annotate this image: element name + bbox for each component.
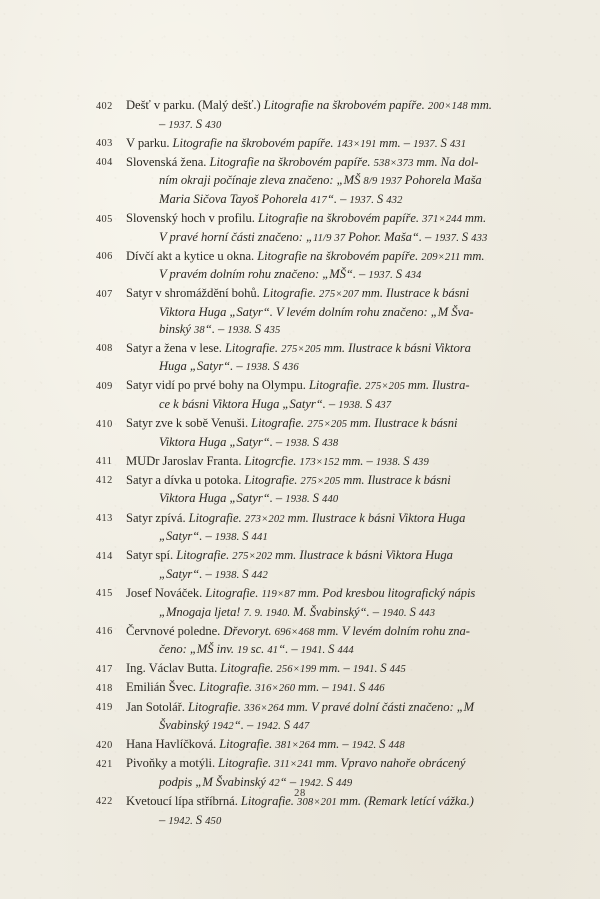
text-run-ital: S	[312, 491, 323, 506]
text-run-num: 275×205	[365, 381, 408, 393]
text-run-ital: “. –	[233, 718, 257, 733]
entry-line	[126, 210, 520, 229]
text-run-num: 200×148	[427, 101, 471, 112]
catalogue-entry	[96, 154, 520, 210]
text-run-ital: mm. –	[297, 680, 332, 695]
text-run-ital: mm. Ilustra‐	[407, 378, 470, 393]
text-run-ital: mm. Ilustrace k básni Viktora	[323, 340, 471, 355]
text-run-ital: “ –	[279, 774, 300, 789]
entry-number: 404	[96, 157, 113, 169]
text-run-num: 316×260	[255, 683, 298, 695]
text-run-num: 1938.	[285, 494, 313, 506]
text-run-ital: S	[380, 661, 390, 676]
text-run-num: 430	[205, 119, 222, 131]
catalogue-entry	[96, 135, 520, 154]
text-run-num: 417	[310, 194, 327, 206]
text-run-ital: Litografie.	[244, 472, 301, 487]
entry-text	[126, 97, 520, 134]
entry-line	[126, 623, 520, 642]
text-run-num: 439	[412, 456, 429, 468]
text-run-rom: Satyr zpívá.	[126, 510, 189, 525]
text-run-num: 19	[237, 645, 251, 657]
entry-line	[126, 304, 520, 321]
text-run-rom: Kvetoucí lípa stříbrná.	[126, 793, 241, 808]
entry-text	[126, 660, 520, 679]
entry-number: 422	[96, 796, 113, 808]
entry-line	[126, 699, 520, 718]
text-run-num: 1938.	[375, 456, 404, 468]
text-run-num: 275×202	[232, 551, 276, 563]
catalogue-entry	[96, 736, 520, 755]
text-run-num: 8/9 1937	[363, 176, 405, 188]
entry-line	[126, 679, 520, 698]
entry-text	[126, 453, 520, 472]
entry-number: 405	[96, 213, 113, 225]
entry-number: 421	[96, 758, 113, 770]
entry-text	[126, 340, 520, 377]
text-run-num: 1940.	[382, 607, 410, 619]
page-number: 28	[294, 788, 306, 799]
entry-text	[126, 510, 520, 547]
text-run-rom: Slovenský hoch v profilu.	[126, 211, 258, 226]
entry-number: 414	[96, 550, 113, 562]
entry-text	[126, 154, 520, 210]
text-run-ital: mm. Ilustrace k básni	[343, 472, 451, 487]
text-run-num: 450	[205, 815, 222, 827]
text-run-ital: S	[195, 116, 206, 131]
text-run-num: 1942.	[351, 740, 380, 752]
text-run-num: 38	[193, 324, 205, 336]
text-run-ital: mm. (Remark letící vážka.)	[339, 793, 474, 808]
text-run-ital: Litografie.	[308, 378, 366, 393]
text-run-num: 1937.	[368, 270, 396, 282]
entry-line	[126, 377, 520, 396]
text-run-ital: Litografie na škrobovém papíře.	[257, 211, 423, 226]
text-run-num: 275×205	[300, 475, 344, 487]
text-run-num: 443	[418, 607, 436, 619]
entry-line	[126, 528, 520, 547]
text-run-rom: Jan Sotolář.	[126, 699, 188, 714]
text-run-num: 448	[388, 740, 405, 752]
text-run-ital: mm. Ilustrace k básni	[361, 286, 470, 301]
text-run-ital: Litografie.	[199, 680, 256, 695]
entry-number: 406	[96, 251, 113, 263]
text-run-num: 441	[251, 532, 268, 544]
text-run-num: 209×211	[421, 251, 464, 263]
entry-line	[126, 736, 520, 755]
text-run-ital: Litografie.	[240, 793, 298, 808]
text-run-num: 435	[264, 324, 281, 336]
text-run-ital: mm.	[470, 98, 492, 112]
text-run-ital: “. –	[204, 321, 228, 336]
text-run-num: 1937.	[168, 119, 196, 131]
text-run-ital: M. Švabinský“. –	[293, 604, 383, 619]
text-run-ital: S	[403, 453, 413, 468]
entry-line	[126, 321, 520, 340]
text-run-num: 696×468	[274, 626, 318, 638]
text-run-ital: S	[326, 774, 336, 789]
text-run-num: 438	[322, 437, 339, 449]
catalogue-entry	[96, 285, 520, 339]
text-run-ital: mm. Pod kresbou litografický nápis	[297, 585, 476, 600]
text-run-ital: –	[159, 812, 169, 827]
entry-text	[126, 623, 520, 660]
entry-text	[126, 699, 520, 736]
text-run-num: 273×202	[244, 513, 288, 525]
text-run-ital: čeno: „MŠ inv.	[159, 642, 238, 657]
catalogue-entry	[96, 679, 520, 698]
entry-text	[126, 755, 520, 792]
text-run-num: 1938.	[245, 362, 274, 374]
entry-text	[126, 585, 520, 622]
text-run-ital: “. –	[278, 642, 301, 657]
text-run-ital: S	[328, 642, 338, 657]
catalogue-entry	[96, 660, 520, 679]
entry-number: 411	[96, 456, 113, 468]
catalogue-entry	[96, 248, 520, 285]
text-run-rom: Emilián Švec.	[126, 680, 200, 695]
entry-line	[126, 472, 520, 491]
entry-line	[126, 358, 520, 377]
text-run-ital: S	[312, 434, 323, 449]
entry-text	[126, 285, 520, 339]
entry-text	[126, 248, 520, 285]
text-run-ital: mm. –	[379, 135, 414, 150]
entry-text	[126, 377, 520, 414]
text-run-num: 275×207	[318, 289, 362, 301]
text-run-num: 1942.	[168, 815, 196, 827]
text-run-num: 538×373	[373, 157, 417, 169]
text-run-num: 41	[267, 645, 279, 657]
text-run-num: 1942.	[256, 721, 284, 733]
entry-line	[126, 490, 520, 509]
entry-text	[126, 679, 520, 698]
entry-number: 407	[96, 288, 113, 300]
text-run-ital: Litografie na škrobovém papíře.	[209, 154, 374, 169]
text-run-num: 311×241	[274, 759, 317, 771]
text-run-ital: mm. Ilustrace k básni Viktora Huga	[287, 510, 466, 525]
text-run-ital: Pohor. Maša“. –	[348, 229, 435, 244]
catalogue-entry	[96, 97, 520, 134]
text-run-num: 1941.	[352, 664, 381, 676]
text-run-ital: Litogrcfie.	[244, 453, 300, 468]
text-run-ital: mm. Ilustrace k básni	[350, 416, 458, 431]
text-run-ital: S	[461, 229, 472, 244]
text-run-num: 1942.	[299, 777, 327, 789]
text-run-num: 1937.	[413, 138, 441, 150]
catalogue-entry	[96, 377, 520, 414]
text-run-ital: S	[379, 737, 389, 752]
text-run-num: 445	[389, 664, 406, 676]
text-run-ital: Litografie.	[205, 585, 262, 600]
text-run-rom: Satyr zve k sobě Venuši.	[126, 416, 252, 431]
text-run-num: 275×205	[307, 419, 351, 431]
text-run-ital: podpis „M Švabinský	[159, 774, 269, 789]
entry-line	[126, 396, 520, 415]
text-run-ital: „Mnogaja ljeta!	[159, 604, 244, 619]
text-run-num: 119×87	[261, 588, 298, 600]
text-run-num: 444	[337, 645, 354, 657]
text-run-num: 1938.	[214, 532, 243, 544]
text-run-ital: „Satyr“. –	[159, 566, 215, 581]
text-run-ital: Litografie.	[176, 548, 233, 563]
text-run-num: 173×152	[299, 456, 343, 468]
entry-line	[126, 172, 520, 191]
text-run-ital: S	[409, 604, 419, 619]
text-run-rom: Dešť v parku. (Malý dešť.)	[126, 98, 264, 112]
text-run-ital: ce k básni Viktora Huga „Satyr“. –	[159, 397, 339, 411]
text-run-num: 434	[405, 270, 422, 282]
text-run-ital: Maria Sičova Tayoš Pohorela	[159, 191, 311, 206]
entry-number: 408	[96, 343, 113, 355]
text-run-ital: mm. –	[319, 661, 353, 676]
text-run-num: 1938.	[214, 569, 243, 581]
entry-line	[126, 154, 520, 173]
text-run-num: 381×264	[275, 740, 319, 752]
catalogue-entry	[96, 585, 520, 622]
text-run-num: 1941.	[331, 683, 360, 695]
catalogue-entry	[96, 415, 520, 452]
catalogue-entry-list	[96, 97, 520, 831]
text-run-rom: Satyr spí.	[126, 548, 177, 563]
catalogue-entry	[96, 699, 520, 736]
text-run-num: 308×201	[297, 796, 340, 808]
text-run-rom: Pivoňky a motýli.	[126, 756, 219, 771]
entry-line	[126, 566, 520, 585]
text-run-ital: “. –	[326, 191, 350, 206]
text-run-ital: Huga „Satyr“. –	[159, 359, 246, 374]
text-run-num: 431	[449, 138, 467, 150]
text-run-num: 42	[268, 777, 280, 789]
entry-line	[126, 97, 520, 116]
text-run-ital: mm. –	[318, 737, 352, 752]
text-run-num: 432	[386, 194, 403, 206]
text-run-ital: S	[376, 191, 387, 206]
entry-text	[126, 736, 520, 755]
entry-text	[126, 415, 520, 452]
entry-number: 416	[96, 626, 113, 638]
text-run-rom: V parku.	[126, 135, 173, 150]
entry-line	[126, 285, 520, 304]
text-run-ital: Viktora Huga „Satyr“. –	[159, 434, 286, 449]
text-run-num: 437	[374, 400, 392, 411]
text-run-ital: Litografie.	[224, 340, 282, 355]
entry-line	[126, 135, 520, 154]
text-run-ital: Litografie.	[219, 737, 276, 752]
text-run-ital: S	[242, 566, 252, 581]
catalogue-entry	[96, 547, 520, 584]
text-run-ital: Dřevoryt.	[223, 623, 275, 638]
text-run-ital: Viktora Huga „Satyr“. –	[159, 491, 286, 506]
text-run-num: 436	[282, 362, 299, 374]
text-run-num: 1938.	[227, 324, 255, 336]
text-run-num: 1937.	[434, 232, 462, 244]
entry-line	[126, 510, 520, 529]
entry-line	[126, 248, 520, 267]
entry-line	[126, 585, 520, 604]
entry-line	[126, 340, 520, 359]
entry-number: 415	[96, 588, 113, 600]
entry-line	[126, 415, 520, 434]
entry-text	[126, 472, 520, 509]
text-run-ital: mm. V levém dolním rohu zna‐	[317, 623, 470, 638]
entry-line	[126, 266, 520, 285]
text-run-ital: Litografie.	[187, 699, 245, 714]
entry-number: 410	[96, 418, 113, 430]
text-run-rom: Josef Nováček.	[126, 585, 206, 600]
entry-line	[126, 116, 520, 135]
text-run-num: 1938.	[338, 400, 366, 411]
text-run-num: 446	[368, 683, 385, 695]
text-run-rom: Satyr v shromáždění bohů.	[126, 286, 263, 301]
text-run-rom: Satyr a žena v lese.	[126, 340, 225, 355]
entry-number: 419	[96, 702, 113, 713]
catalogue-entry	[96, 510, 520, 547]
catalogue-entry	[96, 453, 520, 472]
text-run-rom: Červnové poledne.	[126, 623, 224, 638]
text-run-ital: Litografie.	[218, 756, 275, 771]
text-run-num: 1941.	[300, 645, 329, 657]
entry-number: 420	[96, 739, 113, 751]
text-run-ital: mm.	[464, 211, 487, 226]
text-run-ital: S	[254, 321, 265, 336]
text-run-ital: S	[195, 812, 206, 827]
text-run-rom: Dívčí akt a kytice u okna.	[126, 248, 258, 263]
text-run-num: 1942	[212, 721, 234, 733]
text-run-rom: MUDr Jaroslav Franta.	[126, 453, 245, 468]
text-run-ital: S	[440, 135, 450, 150]
text-run-ital: Pohorela Maša	[404, 173, 482, 188]
catalogue-entry	[96, 210, 520, 247]
text-run-ital: Litografie.	[188, 510, 245, 525]
text-run-ital: –	[159, 116, 169, 131]
text-run-num: 336×264	[244, 702, 287, 714]
entry-number: 417	[96, 663, 113, 675]
text-run-num: 440	[322, 494, 339, 506]
text-run-ital: „Satyr“. –	[159, 529, 215, 544]
text-run-ital: mm. Na dol‐	[416, 154, 479, 169]
text-run-ital: S	[365, 397, 375, 411]
text-run-ital: S	[273, 359, 283, 374]
text-run-num: 11/9 37	[312, 232, 349, 244]
catalogue-entry	[96, 623, 520, 660]
text-run-ital: ním okraji počínaje zleva značeno: „MŠ	[159, 173, 364, 188]
entry-line	[126, 755, 520, 774]
text-run-num: 1937.	[349, 194, 377, 206]
text-run-ital: S	[395, 267, 406, 282]
entry-line	[126, 660, 520, 679]
text-run-ital: Litografie na škrobovém papíře.	[257, 248, 422, 263]
entry-line	[126, 641, 520, 660]
text-run-ital: Litografie.	[251, 416, 308, 431]
text-run-ital: mm. –	[342, 453, 376, 468]
text-run-num: 371×244	[422, 214, 465, 226]
entry-line	[126, 453, 520, 472]
entry-line	[126, 604, 520, 623]
entry-line	[126, 229, 520, 248]
text-run-ital: Litografie.	[262, 286, 319, 301]
text-run-ital: Litografie.	[220, 661, 277, 676]
text-run-num: 442	[251, 569, 268, 581]
text-run-ital: mm. Vpravo nahoře obrácený	[316, 756, 466, 771]
text-run-num: 447	[293, 721, 310, 733]
entry-number: 413	[96, 513, 113, 525]
entry-text	[126, 210, 520, 247]
entry-line	[126, 812, 520, 831]
catalogue-entry	[96, 472, 520, 509]
entry-number: 412	[96, 475, 113, 487]
text-run-rom: Hana Havlíčková.	[126, 737, 220, 752]
catalogue-entry	[96, 755, 520, 792]
text-run-ital: V pravém dolním rohu značeno: „MŠ“. –	[159, 267, 369, 282]
text-run-ital: V pravé horní části značeno: „	[159, 229, 313, 244]
text-run-ital: binský	[159, 321, 194, 336]
text-run-num: 7. 9. 1940.	[243, 607, 294, 619]
text-run-ital: S	[359, 680, 369, 695]
entry-line	[126, 434, 520, 453]
text-run-ital: sc.	[250, 642, 268, 657]
text-run-ital: Litografie na škrobovém papíře.	[172, 135, 337, 150]
text-run-rom: Satyr a dívka u potoka.	[126, 472, 245, 487]
text-run-ital: mm. Ilustrace k básni Viktora Huga	[275, 548, 453, 563]
text-run-num: 143×191	[336, 138, 380, 150]
text-run-rom: Satyr vidí po prvé bohy na Olympu.	[126, 378, 309, 393]
entry-number: 402	[96, 100, 113, 112]
text-run-num: 256×199	[276, 664, 320, 676]
text-run-num: 1938.	[285, 437, 313, 449]
text-run-rom: Ing. Václav Butta.	[126, 661, 221, 676]
entry-text	[126, 135, 520, 154]
entry-number: 409	[96, 380, 113, 392]
entry-number: 418	[96, 682, 113, 694]
entry-line	[126, 547, 520, 566]
text-run-ital: Litografie na škrobovém papíře.	[263, 98, 428, 112]
text-run-ital: mm.	[463, 248, 485, 263]
text-run-ital: Švabinský	[159, 718, 213, 733]
text-run-num: 275×205	[281, 343, 324, 355]
text-run-ital: S	[283, 718, 294, 733]
text-run-num: 449	[335, 777, 353, 789]
entry-text	[126, 547, 520, 584]
entry-line	[126, 717, 520, 736]
text-run-ital: mm. V pravé dolní části značeno: „M	[286, 699, 475, 714]
text-run-rom: Slovenská žena.	[126, 154, 210, 169]
entry-number: 403	[96, 138, 113, 150]
text-run-ital: S	[242, 529, 252, 544]
text-run-num: 433	[471, 232, 488, 244]
text-run-ital: Viktora Huga „Satyr“. V levém dolním rohu značeno: „M Šva‐	[159, 305, 474, 320]
entry-line	[126, 191, 520, 210]
catalogue-entry	[96, 340, 520, 377]
